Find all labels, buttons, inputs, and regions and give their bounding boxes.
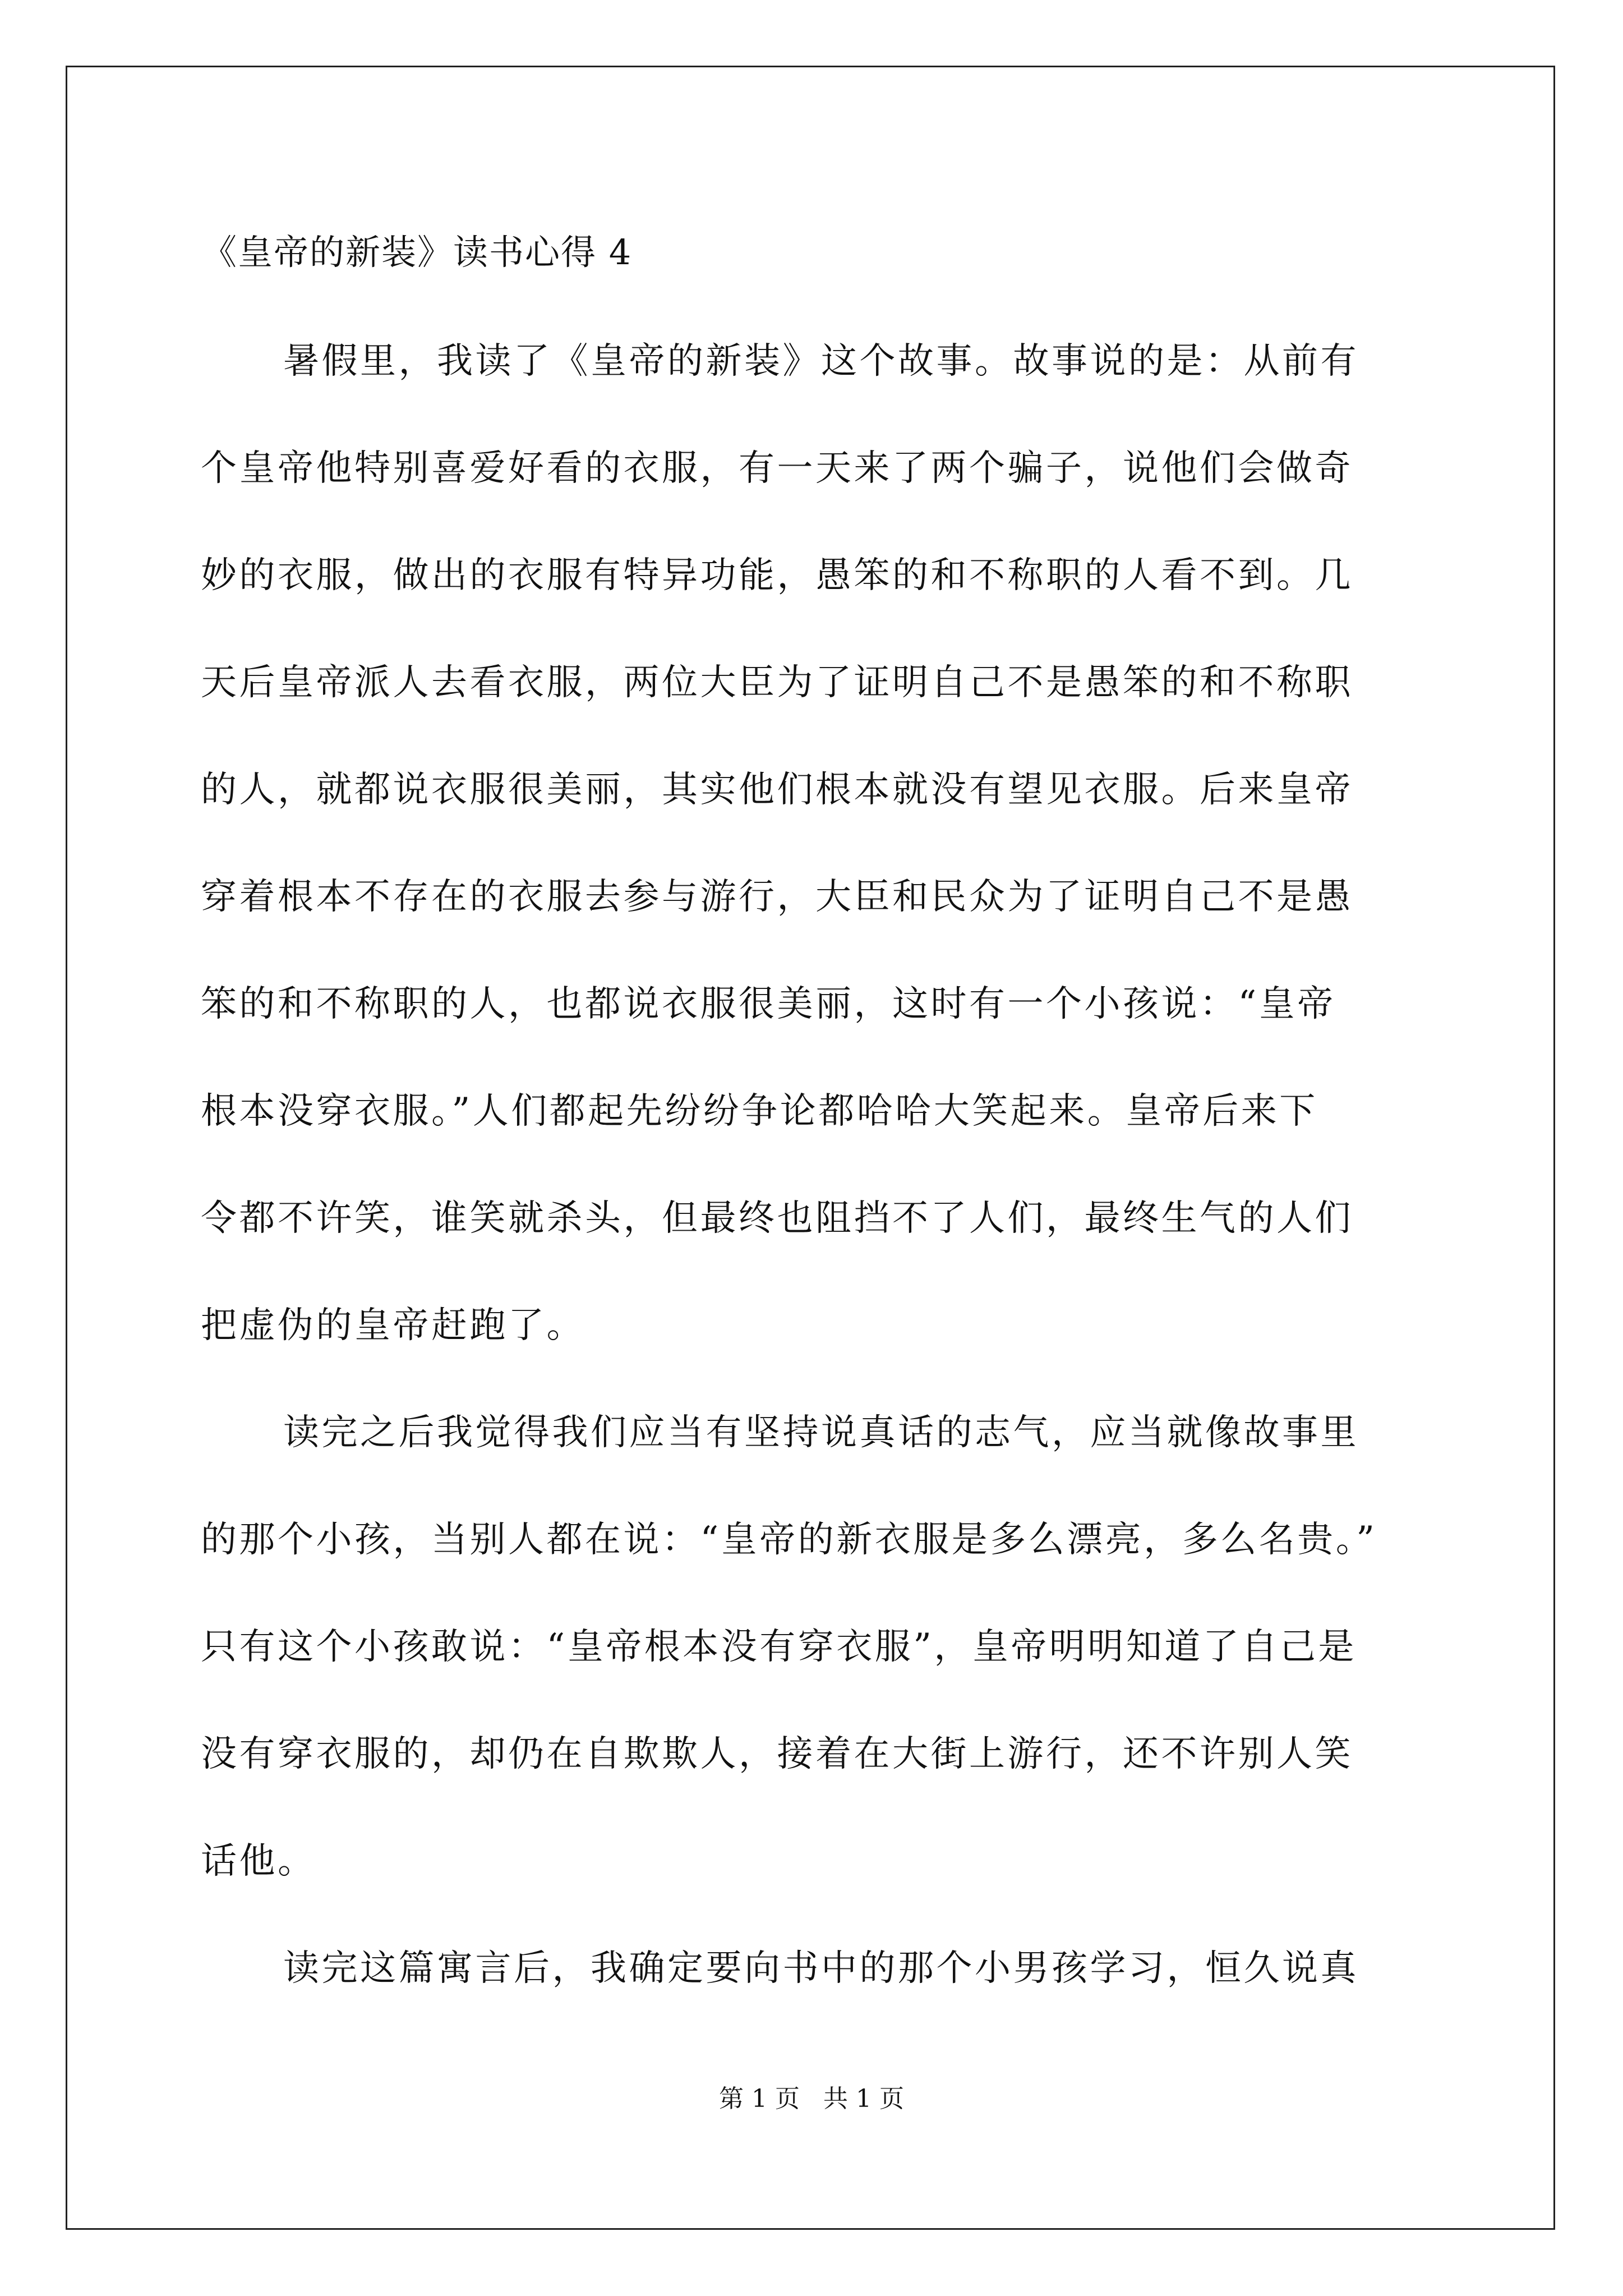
- text-line: 没有穿衣服的，却仍在自欺欺人，接着在大街上游行，还不许别人笑: [201, 1733, 1353, 1775]
- text-line: 妙的衣服，做出的衣服有特异功能，愚笨的和不称职的人看不到。几: [201, 555, 1353, 596]
- page-footer: 第 1 页 共 1 页: [719, 2085, 904, 2113]
- text-line: 只有这个小孩敢说：“皇帝根本没有穿衣服”，皇帝明明知道了自己是: [201, 1626, 1357, 1668]
- text-line: 的那个小孩，当别人都在说：“皇帝的新衣服是多么漂亮，多么名贵。”: [201, 1519, 1377, 1561]
- page-border: [66, 66, 1555, 2230]
- text-line: 笨的和不称职的人，也都说衣服很美丽，这时有一个小孩说：“皇帝: [201, 983, 1336, 1025]
- text-line: 读完这篇寓言后，我确定要向书中的那个小男孩学习，恒久说真: [283, 1948, 1359, 1989]
- text-line: 的人，就都说衣服很美丽，其实他们根本就没有望见衣服。后来皇帝: [201, 769, 1353, 811]
- text-line: 暑假里，我读了《皇帝的新装》这个故事。故事说的是：从前有: [283, 341, 1359, 382]
- document-title: 《皇帝的新装》读书心得 4: [202, 232, 633, 273]
- text-line: 根本没穿衣服。”人们都起先纷纷争论都哈哈大笑起来。皇帝后来下: [201, 1091, 1318, 1132]
- text-line: 穿着根本不存在的衣服去参与游行，大臣和民众为了证明自己不是愚: [201, 876, 1353, 918]
- text-line: 个皇帝他特别喜爱好看的衣服，有一天来了两个骗子，说他们会做奇: [201, 448, 1353, 489]
- text-line: 令都不许笑，谁笑就杀头，但最终也阻挡不了人们，最终生气的人们: [201, 1198, 1353, 1239]
- text-line: 读完之后我觉得我们应当有坚持说真话的志气，应当就像故事里: [283, 1412, 1359, 1453]
- text-line: 话他。: [201, 1841, 316, 1882]
- text-line: 把虚伪的皇帝赶跑了。: [201, 1305, 585, 1346]
- text-line: 天后皇帝派人去看衣服，两位大臣为了证明自己不是愚笨的和不称职: [201, 662, 1353, 703]
